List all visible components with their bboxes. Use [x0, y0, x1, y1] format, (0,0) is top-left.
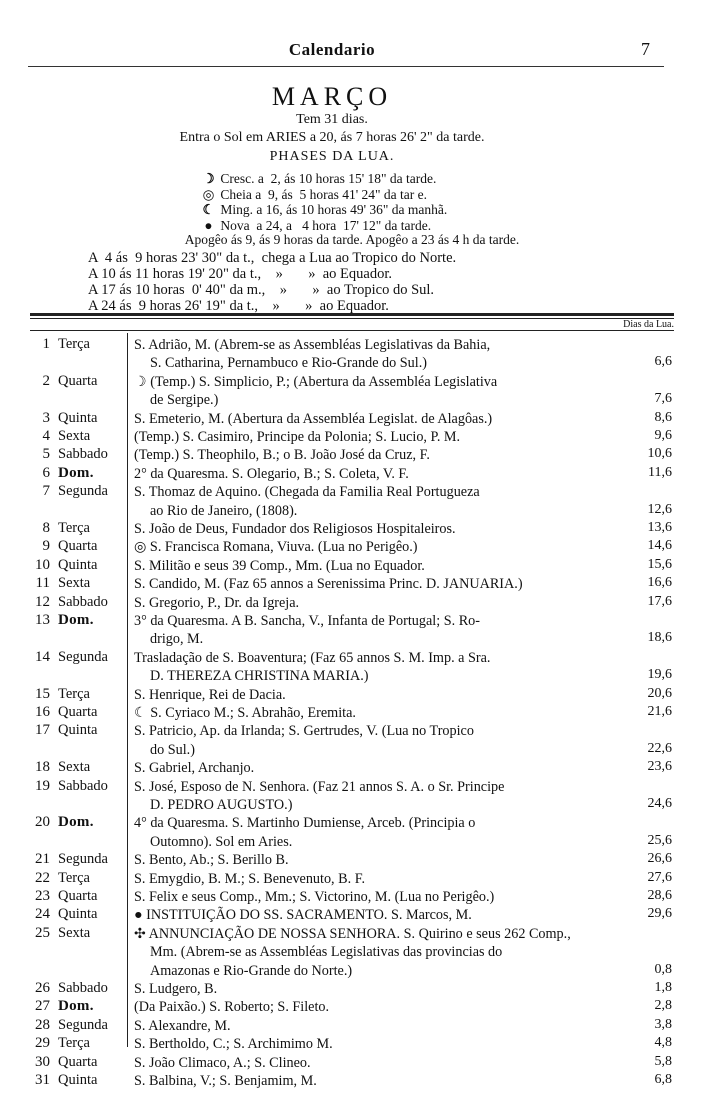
day-description [134, 649, 638, 686]
description-line: ✣ ANNUNCIAÇÃO DE NOSSA SENHORA. S. Quirino e seus 262 Comp., [134, 925, 571, 942]
description-line: S. João Climaco, A.; S. Clineo. [134, 1054, 311, 1071]
day-description [134, 336, 638, 373]
moon-phase-icon: ☽ [202, 171, 215, 186]
day-description [134, 980, 638, 998]
page-number: 7 [641, 39, 650, 59]
weekday: Sexta [58, 428, 91, 444]
day-description [134, 446, 638, 464]
description-line: (Da Paixão.) S. Roberto; S. Fileto. [134, 999, 330, 1016]
running-head-title: Calendario [288, 40, 376, 59]
weekday: Quarta [58, 1053, 98, 1070]
month-title: MARÇO [271, 82, 393, 111]
moon-day-value: 8,6 [654, 409, 672, 425]
day-number: 4 [42, 428, 50, 444]
table-header-rule [30, 330, 674, 331]
description-line: ● INSTITUIÇÃO DO SS. SACRAMENTO. S. Marcos, M. [134, 907, 472, 924]
day-description [134, 612, 638, 649]
day-number: 19 [35, 777, 50, 794]
description-line: de Sergipe.) [150, 392, 219, 409]
description-line: drigo, M. [150, 631, 204, 648]
description-line: S. Adrião, M. (Abrem-se as Assembléas Legislativas da Bahia, [134, 337, 491, 353]
description-line: S. Balbina, V.; S. Benjamim, M. [134, 1073, 317, 1089]
moon-day-value: 9,6 [654, 428, 672, 443]
description-line: S. Bento, Ab.; S. Berillo B. [134, 852, 289, 869]
weekday: Quinta [58, 906, 98, 923]
table-row [0, 906, 704, 924]
description-line: 4° da Quaresma. S. Martinho Dumiense, Arceb. (Principia o [134, 815, 476, 832]
weekday: Quinta [58, 722, 98, 739]
day-number: 16 [35, 704, 50, 720]
day-number: 25 [35, 924, 50, 941]
day-number: 20 [35, 814, 50, 831]
day-description [134, 851, 638, 869]
day-description [134, 538, 638, 556]
tropic-line: A 24 ás 9 horas 26' 19" da t., » » ao Equador. [88, 298, 389, 314]
table-row [0, 888, 704, 906]
day-number: 8 [42, 520, 50, 536]
day-number: 15 [35, 685, 50, 702]
weekday: Terça [58, 1035, 90, 1052]
day-number: 9 [42, 538, 50, 555]
weekday: Quinta [58, 409, 98, 426]
phase-line [200, 201, 447, 218]
moon-day-value: 25,6 [647, 832, 672, 848]
day-description [134, 410, 638, 428]
day-description [134, 1054, 638, 1072]
description-line: S. Catharina, Pernambuco e Rio-Grande do Sul.) [150, 355, 427, 372]
day-number: 2 [42, 372, 50, 389]
day-number: 29 [35, 1035, 50, 1052]
day-description [134, 557, 638, 575]
description-line: 2° da Quaresma. S. Olegario, B.; S. Coleta, V. F. [134, 465, 409, 482]
weekday: Sabbado [58, 593, 108, 610]
day-description [134, 998, 638, 1016]
day-description [134, 722, 638, 759]
weekday: Terça [58, 685, 90, 702]
moon-phase-icon: ☾ [202, 202, 215, 217]
table-row [0, 686, 704, 704]
weekday: Dom. [58, 464, 94, 481]
day-description [134, 1017, 638, 1035]
phases-title: PHASES DA LUA. [269, 149, 395, 164]
table-row [0, 851, 704, 869]
description-line: S. Henrique, Rei de Dacia. [134, 686, 286, 703]
day-description [134, 906, 638, 924]
moon-day-value: 21,6 [647, 704, 672, 719]
moon-day-value: 1,8 [654, 980, 672, 995]
table-row [0, 1017, 704, 1035]
moon-day-value: 23,6 [647, 759, 672, 775]
table-row [0, 814, 704, 851]
moon-day-value: 17,6 [647, 593, 672, 609]
day-number: 17 [35, 722, 50, 739]
tropic-line: A 17 ás 10 horas 0' 40" da m., » » ao Tropico do Sul. [88, 282, 435, 298]
day-number: 28 [35, 1016, 50, 1033]
weekday: Segunda [58, 648, 108, 665]
table-row [0, 538, 704, 556]
phase-text: Nova a 24, a 4 hora 17' 12" da tarde. [220, 217, 432, 233]
description-line: S. Bertholdo, C.; S. Archimimo M. [134, 1036, 333, 1053]
weekday: Quarta [58, 538, 98, 555]
apogee-line: Apogêo ás 9, ás 9 horas da tarde. Apogêo a 23 ás 4 h da tarde. [184, 232, 520, 247]
description-line: S. Thomaz de Aquino. (Chegada da Familia Real Portugueza [134, 484, 480, 501]
moon-day-value: 14,6 [647, 538, 672, 554]
moon-day-value: 11,6 [648, 464, 672, 480]
tropic-line: A 10 ás 11 horas 19' 20" da t., » » ao Equador. [88, 266, 392, 282]
day-description [134, 1072, 638, 1090]
table-top-rule-thin [30, 318, 674, 319]
weekday: Terça [58, 336, 90, 352]
day-number: 27 [35, 998, 50, 1015]
weekday: Terça [58, 520, 90, 536]
day-description [134, 575, 638, 593]
day-number: 23 [35, 888, 50, 904]
description-line: S. Alexandre, M. [134, 1017, 231, 1034]
weekday: Segunda [58, 1016, 108, 1033]
description-line: ☾ S. Cyriaco M.; S. Abrahão, Eremita. [134, 705, 356, 721]
day-number: 24 [35, 906, 50, 923]
description-line: D. THEREZA CHRISTINA MARIA.) [150, 668, 369, 685]
day-number: 21 [35, 851, 50, 868]
weekday: Dom. [58, 814, 94, 831]
description-line: (Temp.) S. Theophilo, B.; o B. João José da Cruz, F. [134, 447, 430, 464]
phase-line [200, 186, 427, 203]
weekday: Sexta [58, 575, 91, 592]
description-line: (Temp.) S. Casimiro, Principe da Polonia; S. Lucio, P. M. [134, 429, 461, 445]
moon-day-value: 28,6 [647, 888, 672, 903]
description-line: S. Ludgero, B. [134, 981, 218, 997]
moon-day-value: 5,8 [654, 1053, 672, 1069]
day-number: 3 [42, 409, 50, 426]
description-line: Mm. (Abrem-se as Assembléas Legislativas das provincias do [150, 944, 503, 961]
day-description [134, 814, 638, 851]
weekday: Terça [58, 869, 90, 886]
day-description [134, 520, 638, 538]
phase-line [200, 217, 431, 234]
weekday: Dom. [58, 612, 94, 628]
moon-day-value: 29,6 [647, 906, 672, 922]
day-description [134, 704, 638, 722]
table-row [0, 998, 704, 1016]
table-row [0, 1035, 704, 1053]
day-number: 1 [42, 336, 50, 352]
weekday: Quarta [58, 372, 98, 389]
day-description [134, 594, 638, 612]
table-row [0, 520, 704, 538]
description-line: S. José, Esposo de N. Senhora. (Faz 21 annos S. A. o Sr. Principe [134, 778, 505, 795]
moon-day-value: 3,8 [654, 1016, 672, 1032]
weekday: Quinta [58, 556, 98, 573]
description-line: ☽ (Temp.) S. Simplicio, P.; (Abertura da Assembléa Legislativa [134, 373, 498, 390]
description-line: S. Felix e seus Comp., Mm.; S. Victorino, M. (Lua no Perigêo.) [134, 889, 495, 905]
days-count: Tem 31 dias. [296, 112, 368, 127]
description-line: do Sul.) [150, 741, 195, 758]
description-line: Outomno). Sol em Aries. [150, 833, 293, 850]
day-description [134, 373, 638, 410]
moon-day-value: 2,8 [654, 998, 672, 1014]
weekday: Segunda [58, 851, 108, 868]
weekday: Dom. [58, 998, 94, 1015]
description-line: S. Candido, M. (Faz 65 annos a Serenissima Princ. D. JANUARIA.) [134, 576, 523, 593]
description-line: S. Gabriel, Archanjo. [134, 760, 255, 777]
day-number: 5 [42, 446, 50, 463]
weekday: Quarta [58, 704, 98, 720]
day-number: 12 [35, 593, 50, 610]
description-line: ◎ S. Francisca Romana, Viuva. (Lua no Perigêo.) [134, 539, 418, 556]
moon-day-value: 10,6 [647, 446, 672, 462]
table-row [0, 1054, 704, 1072]
phase-text: Ming. a 16, ás 10 horas 49' 36" da manhã. [220, 202, 448, 217]
day-number: 18 [35, 759, 50, 776]
day-number: 31 [35, 1072, 50, 1088]
tropic-line: A 4 ás 9 horas 23' 30" da t., chega a Lua ao Tropico do Norte. [88, 250, 457, 266]
day-description [134, 925, 638, 980]
table-row [0, 649, 704, 686]
weekday: Sabbado [58, 980, 108, 996]
description-line: S. Emeterio, M. (Abertura da Assembléa Legislat. de Alagôas.) [134, 410, 493, 427]
description-line: Trasladação de S. Boaventura; (Faz 65 annos S. M. Imp. a Sra. [134, 649, 491, 666]
table-row [0, 465, 704, 483]
day-number: 26 [35, 980, 50, 996]
day-description [134, 428, 638, 446]
moon-day-value: 15,6 [647, 556, 672, 572]
moon-day-value: 16,6 [647, 575, 672, 591]
moon-day-value: 19,6 [647, 667, 672, 683]
table-row [0, 446, 704, 464]
table-row [0, 575, 704, 593]
table-row [0, 870, 704, 888]
moon-day-value: 26,6 [647, 851, 672, 867]
moon-day-value: 24,6 [647, 795, 672, 811]
day-description [134, 1035, 638, 1053]
day-number: 11 [35, 575, 50, 592]
day-number: 10 [35, 556, 50, 573]
description-line: S. Patricio, Ap. da Irlanda; S. Gertrudes, V. (Lua no Tropico [134, 723, 474, 740]
sun-entry-line: Entra o Sol em ARIES a 20, ás 7 horas 26' 2" da tarde. [179, 130, 485, 145]
day-number: 6 [42, 464, 50, 481]
description-line: Amazonas e Rio-Grande do Norte.) [150, 962, 353, 979]
day-number: 7 [42, 483, 50, 500]
table-row [0, 1072, 704, 1090]
table-top-rule-thick [30, 313, 674, 316]
table-row [0, 925, 704, 980]
phase-text: Cheia a 9, ás 5 horas 41' 24" da tar e. [220, 186, 428, 202]
table-row [0, 428, 704, 446]
weekday: Sexta [58, 759, 91, 776]
weekday: Sexta [58, 924, 91, 941]
table-row [0, 778, 704, 815]
table-row [0, 722, 704, 759]
phase-text: Cresc. a 2, ás 10 horas 15' 18" da tarde. [220, 171, 437, 186]
description-line: 3° da Quaresma. A B. Sancha, V., Infanta de Portugal; S. Ro- [134, 613, 480, 629]
moon-day-value: 18,6 [647, 630, 672, 646]
day-number: 14 [35, 648, 50, 665]
moon-day-value: 6,8 [654, 1072, 672, 1087]
moon-day-value: 22,6 [647, 740, 672, 756]
phase-line [200, 170, 436, 187]
day-description [134, 778, 638, 815]
day-description [134, 870, 638, 888]
day-number: 22 [35, 869, 50, 886]
table-row [0, 704, 704, 722]
day-description [134, 888, 638, 906]
table-row [0, 483, 704, 520]
table-row [0, 557, 704, 575]
moon-days-column-label: Dias da Lua. [623, 319, 674, 330]
weekday: Sabbado [58, 446, 108, 463]
table-row [0, 410, 704, 428]
day-description [134, 465, 638, 483]
moon-day-value: 27,6 [647, 869, 672, 885]
moon-day-value: 7,6 [654, 391, 672, 407]
weekday: Segunda [58, 483, 108, 500]
day-number: 13 [35, 612, 50, 628]
description-line: S. Emygdio, B. M.; S. Benevenuto, B. F. [134, 870, 366, 887]
weekday: Sabbado [58, 777, 108, 794]
table-row [0, 594, 704, 612]
table-row [0, 612, 704, 649]
moon-phase-icon: ◎ [202, 186, 215, 202]
moon-day-value: 4,8 [654, 1035, 672, 1051]
weekday: Quarta [58, 888, 98, 904]
moon-day-value: 0,8 [654, 961, 672, 977]
weekday: Quinta [58, 1072, 98, 1088]
table-row [0, 373, 704, 410]
moon-day-value: 13,6 [647, 520, 672, 535]
moon-day-value: 6,6 [654, 354, 672, 370]
table-row [0, 980, 704, 998]
description-line: D. PEDRO AUGUSTO.) [150, 797, 293, 813]
description-line: S. Gregorio, P., Dr. da Igreja. [134, 594, 300, 611]
moon-phase-icon: ● [204, 217, 213, 233]
day-description [134, 483, 638, 520]
day-number: 30 [35, 1053, 50, 1070]
header-rule [28, 66, 664, 67]
description-line: ao Rio de Janeiro, (1808). [150, 502, 298, 519]
day-description [134, 759, 638, 777]
table-row [0, 759, 704, 777]
table-row [0, 336, 704, 373]
moon-day-value: 12,6 [647, 501, 672, 517]
description-line: S. Militão e seus 39 Comp., Mm. (Lua no Equador. [134, 557, 425, 574]
description-line: S. João de Deus, Fundador dos Religiosos Hospitaleiros. [134, 521, 456, 537]
moon-day-value: 20,6 [647, 685, 672, 701]
day-description [134, 686, 638, 704]
